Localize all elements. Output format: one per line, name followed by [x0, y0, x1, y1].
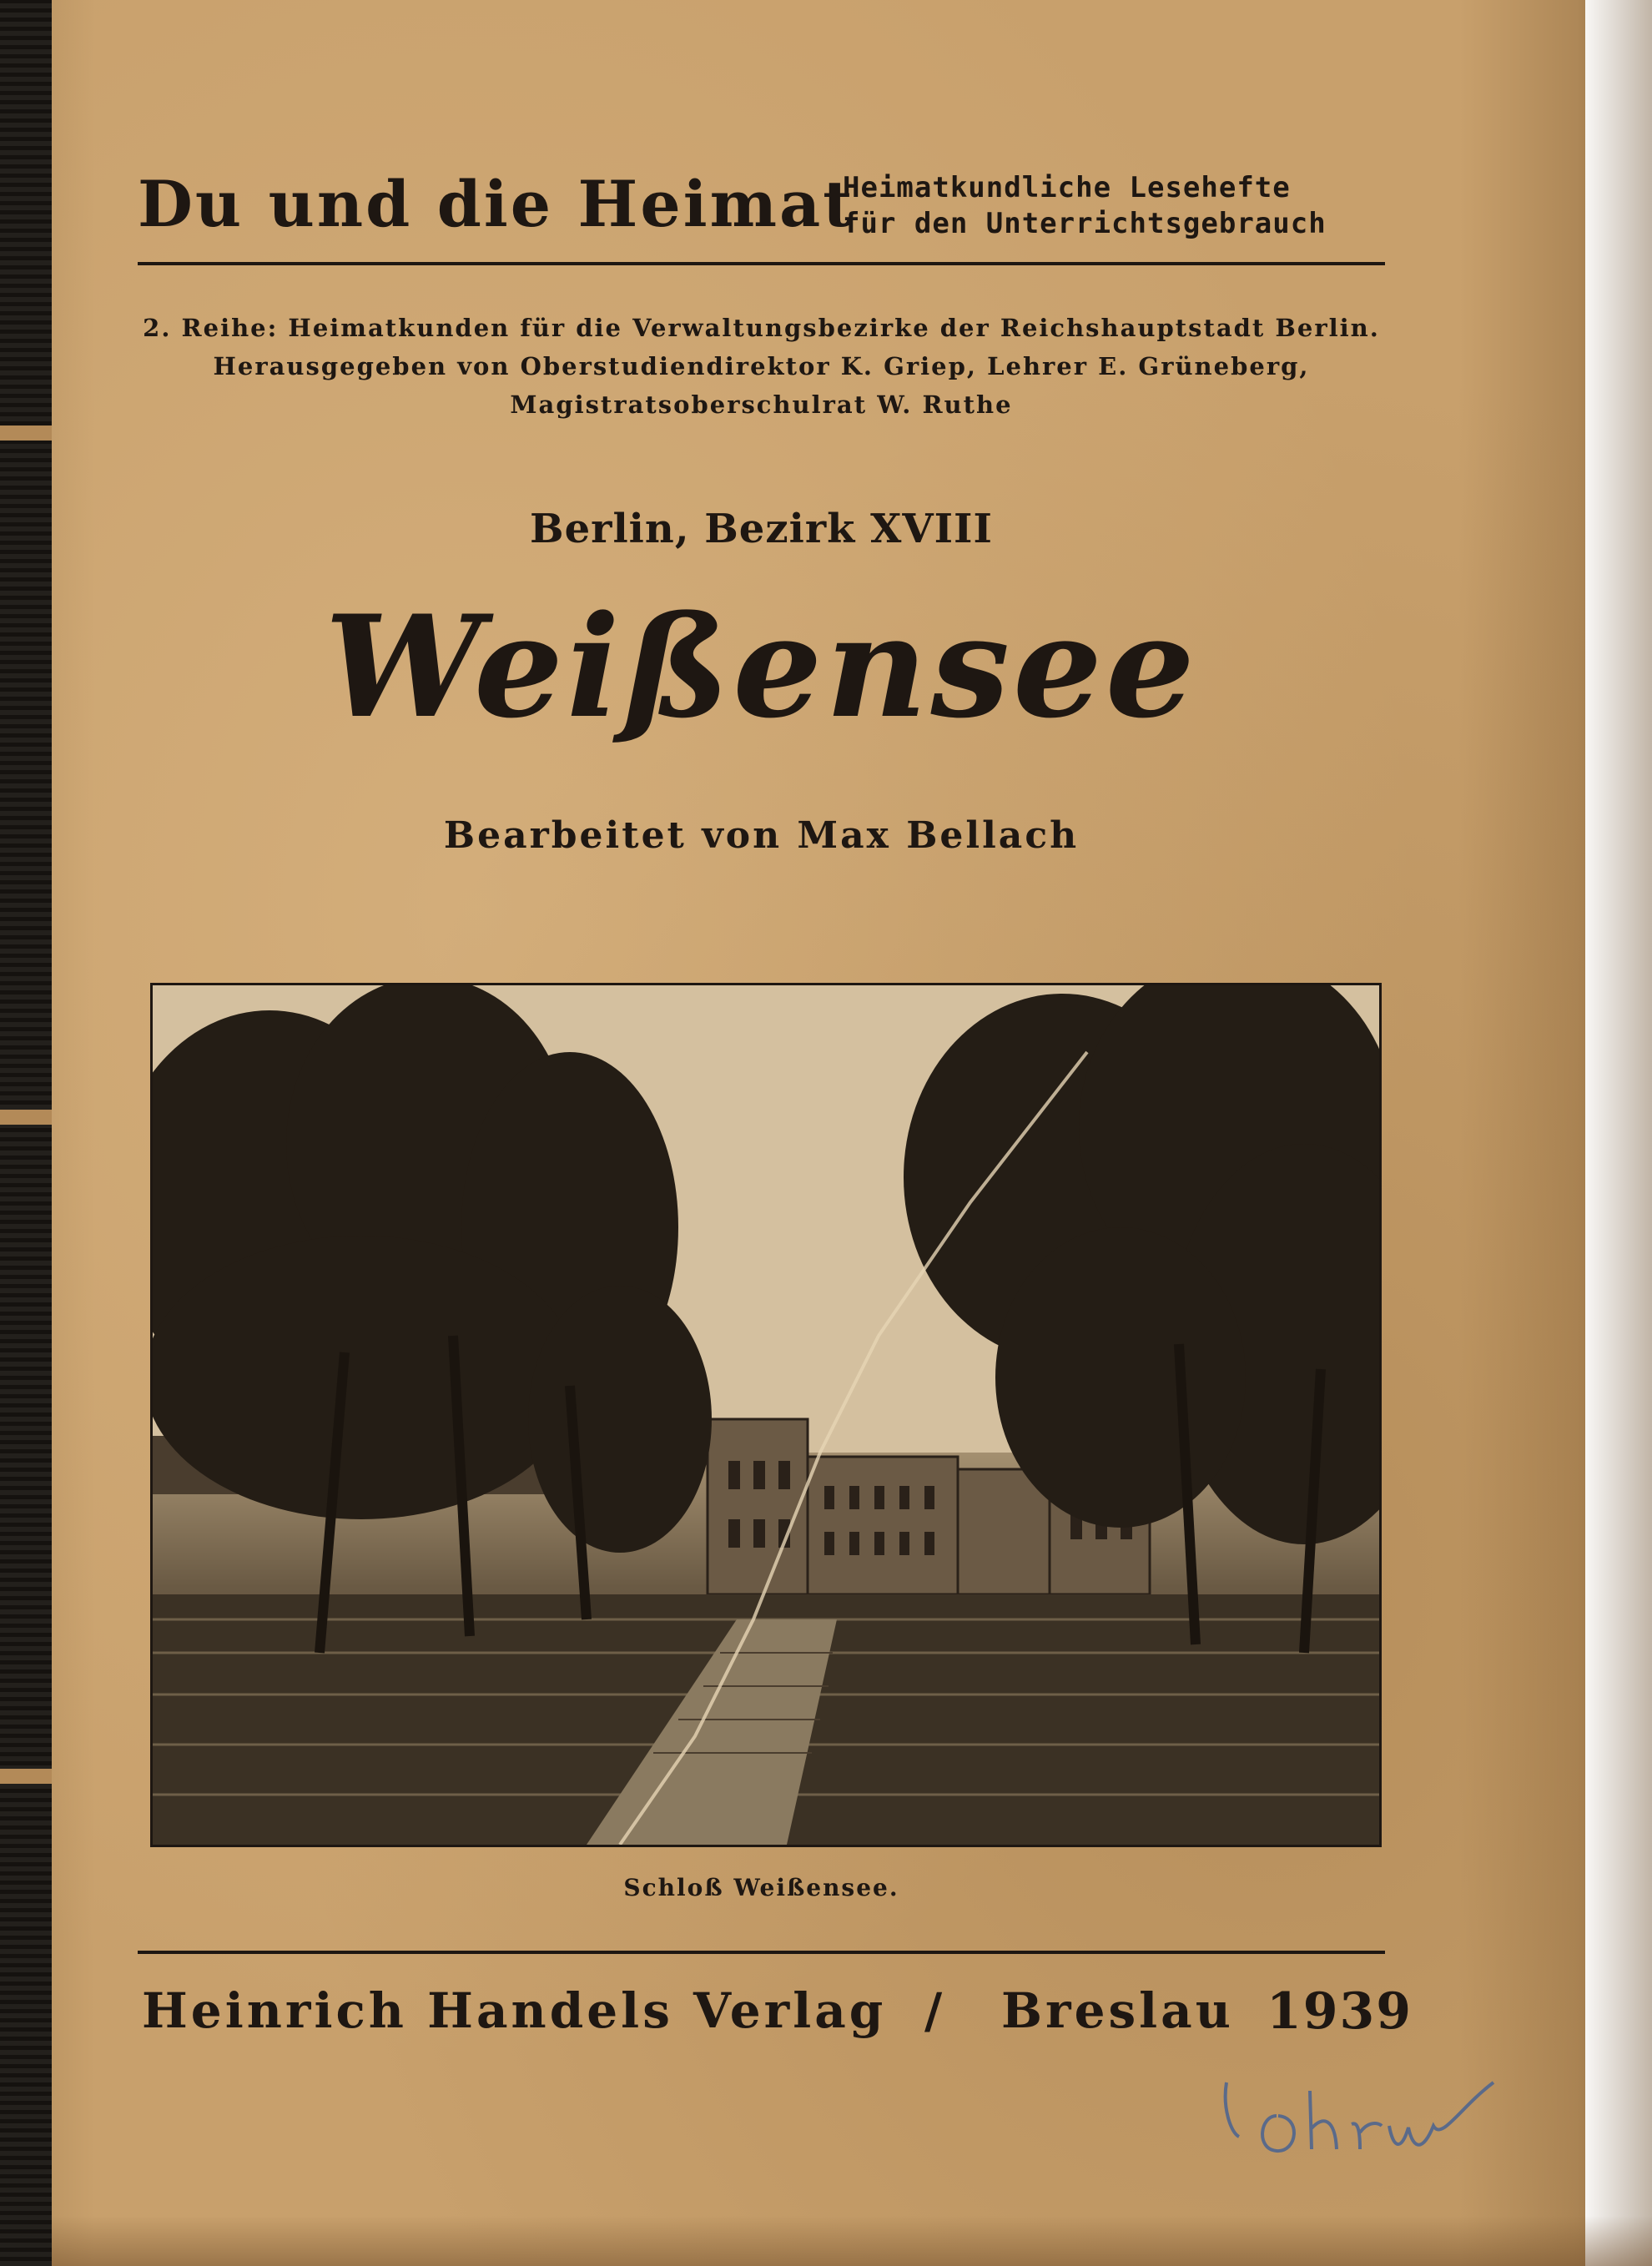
illustration-caption: Schloß Weißensee. — [623, 1874, 899, 1901]
district-heading: Berlin, Bezirk XVIII — [530, 506, 993, 552]
worn-bottom-edge — [52, 2216, 1652, 2266]
cloth-spine — [0, 0, 52, 2266]
castle-engraving — [150, 983, 1382, 1847]
publisher-separator: / — [924, 1982, 943, 2039]
publisher-name: Heinrich Handels Verlag — [142, 1982, 887, 2039]
engraving-castle-with-trees-icon — [153, 985, 1379, 1845]
series-subtitle-line2: für den Unterrichtsgebrauch — [843, 207, 1327, 240]
publication-place: Breslau — [1001, 1982, 1234, 2039]
header-rule — [138, 262, 1385, 265]
book-title: Weißensee — [325, 584, 1198, 749]
editors-line: Magistratsoberschulrat W. Ruthe — [510, 390, 1013, 419]
spine-tear — [0, 1769, 52, 1784]
worn-right-edge — [1577, 0, 1652, 2266]
series-info-line: 2. Reihe: Heimatkunden für die Verwaltungsbezirke der Reichshauptstadt Berlin. — [143, 314, 1380, 342]
spine-tear — [0, 1110, 52, 1125]
spine-tear — [0, 426, 52, 441]
footer-rule — [138, 1951, 1385, 1954]
editors-line: Herausgegeben von Oberstudiendirektor K. Griep, Lehrer E. Grüneberg, — [213, 352, 1310, 380]
handwritten-signature-icon — [1218, 2057, 1502, 2186]
author-line: Bearbeitet von Max Bellach — [443, 814, 1080, 857]
series-subtitle-line1: Heimatkundliche Lesehefte — [843, 171, 1291, 204]
series-title: Du und die Heimat — [138, 167, 855, 241]
publication-year: 1939 — [1267, 1982, 1413, 2041]
